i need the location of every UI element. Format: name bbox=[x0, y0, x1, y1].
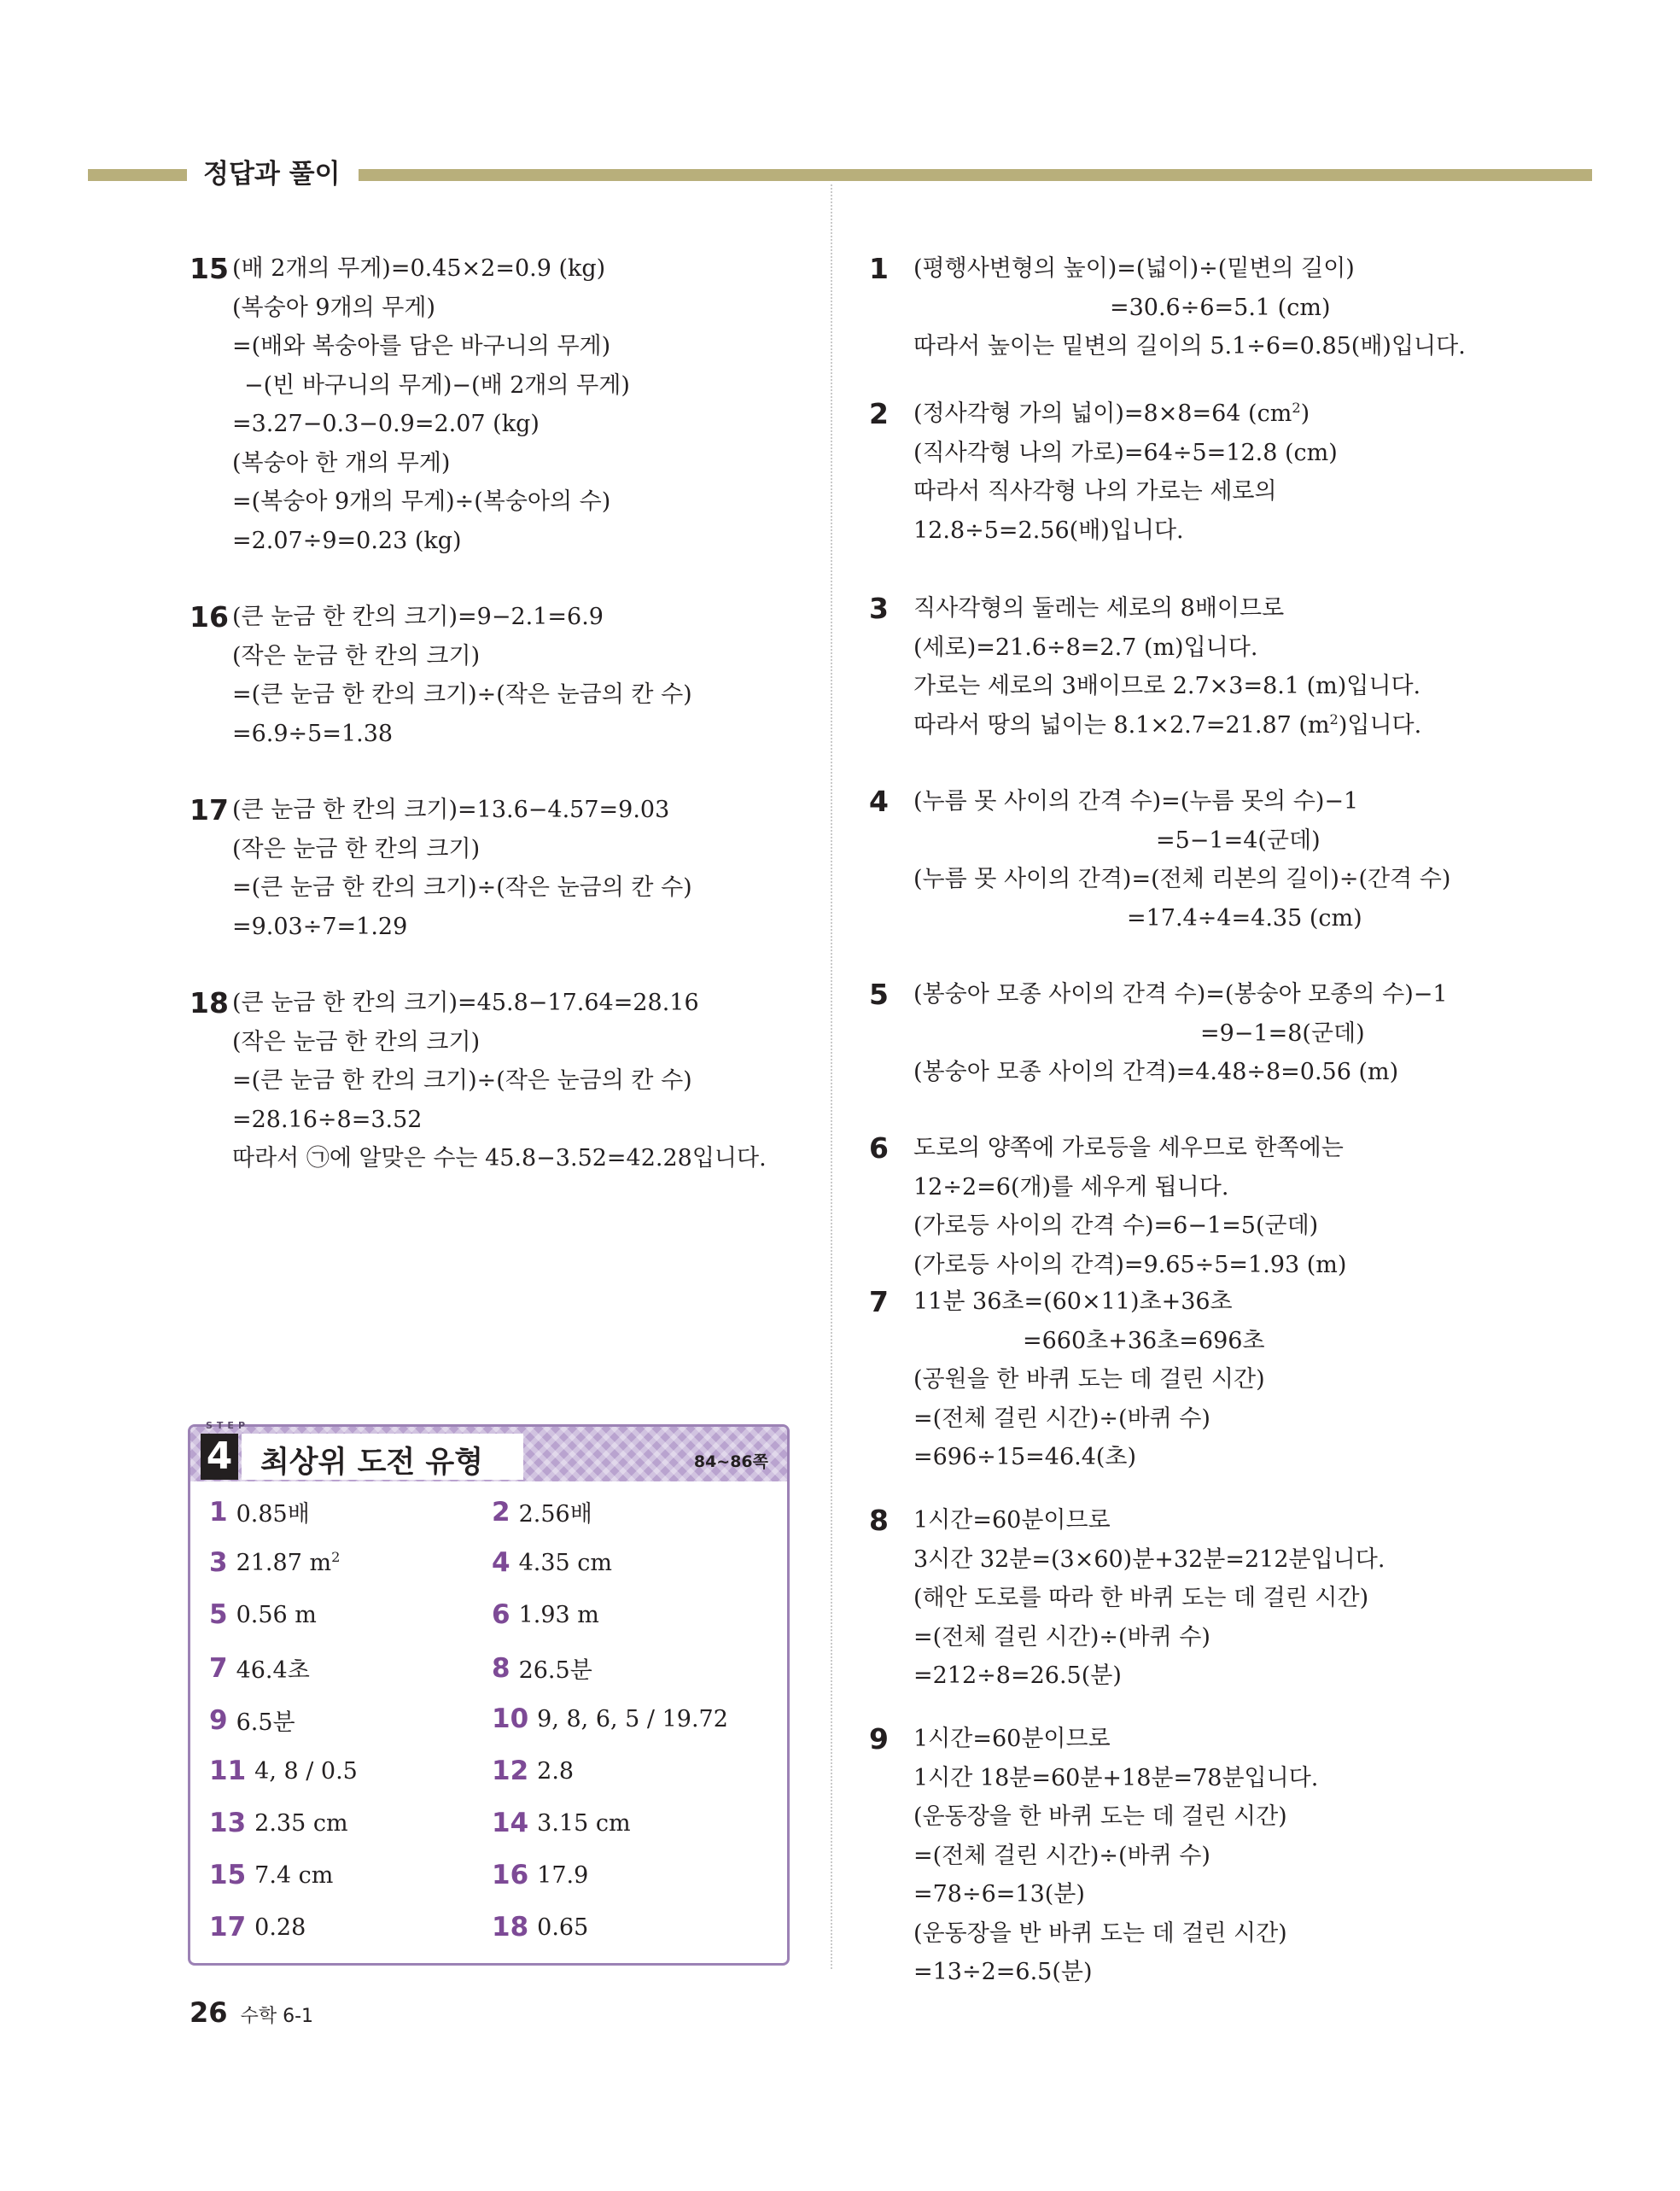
answer-item bbox=[492, 1547, 612, 1581]
solution-line: =2.07÷9=0.23 (kg) bbox=[232, 527, 462, 554]
answer-value: 4, 8 / 0.5 bbox=[254, 1757, 358, 1785]
solution-line: =212÷8=26.5(분) bbox=[913, 1662, 1122, 1689]
solution-line: −(빈 바구니의 무게)−(배 2개의 무게) bbox=[244, 371, 630, 399]
solution-line: (큰 눈금 한 칸의 크기)=13.6−4.57=9.03 bbox=[232, 797, 670, 823]
solution-line: (작은 눈금 한 칸의 크기) bbox=[232, 642, 481, 669]
answer-value: 2.56배 bbox=[518, 1501, 592, 1528]
answer-item bbox=[209, 1651, 310, 1686]
solution-line: =(큰 눈금 한 칸의 크기)÷(작은 눈금의 칸 수) bbox=[232, 1067, 692, 1094]
solution-line: 직사각형의 둘레는 세로의 8배이므로 bbox=[913, 595, 1285, 622]
solution-line: (큰 눈금 한 칸의 크기)=45.8−17.64=28.16 bbox=[232, 990, 699, 1016]
answer-value: 0.28 bbox=[254, 1913, 306, 1941]
solution-line: =(큰 눈금 한 칸의 크기)÷(작은 눈금의 칸 수) bbox=[232, 874, 692, 901]
answer-value: 21.87 $m^2$ bbox=[236, 1548, 341, 1576]
answer-value: 2.8 bbox=[537, 1757, 575, 1785]
solution-line: =(복숭아 9개의 무게)÷(복숭아의 수) bbox=[232, 488, 611, 515]
answer-number: 16 bbox=[492, 1860, 529, 1890]
solution-line: (배 2개의 무게)=0.45×2=0.9 (kg) bbox=[232, 255, 606, 282]
column-divider bbox=[831, 184, 832, 1969]
problem-number: 18 bbox=[190, 986, 229, 1020]
answer-number: 13 bbox=[209, 1808, 247, 1838]
solution-line: =6.9÷5=1.38 bbox=[232, 720, 394, 747]
solution-line: 3시간 32분=(3×60)분+32분=212분입니다. bbox=[913, 1545, 1385, 1573]
solution-line: (정사각형 가의 넓이)=8×8=64 $(cm^2)$ bbox=[913, 400, 1310, 427]
answer-item bbox=[209, 1495, 310, 1529]
step-number: 4 bbox=[201, 1434, 238, 1480]
problem-4 bbox=[869, 782, 1450, 938]
page-range: 84~86쪽 bbox=[693, 1452, 768, 1471]
solution-line: 가로는 세로의 3배이므로 2.7×3=8.1 (m)입니다. bbox=[913, 673, 1421, 699]
answer-value: 0.56 m bbox=[236, 1601, 317, 1628]
solution-line: 11분 36초=(60×11)초+36초 bbox=[913, 1288, 1233, 1315]
answer-number: 18 bbox=[492, 1912, 529, 1943]
answer-item bbox=[209, 1912, 306, 1946]
answer-number: 14 bbox=[492, 1808, 529, 1838]
problem-1 bbox=[869, 249, 1466, 366]
problem-number: 3 bbox=[869, 592, 889, 625]
solution-line: =(큰 눈금 한 칸의 크기)÷(작은 눈금의 칸 수) bbox=[232, 681, 692, 708]
problem-16 bbox=[190, 598, 692, 753]
answer-item bbox=[209, 1756, 358, 1790]
page-header bbox=[0, 159, 1680, 217]
header-rule-right bbox=[359, 169, 1592, 181]
answer-number: 5 bbox=[209, 1599, 228, 1630]
solution-line: =5−1=4(군데) bbox=[1156, 827, 1321, 854]
answer-item bbox=[492, 1599, 599, 1633]
answer-item bbox=[492, 1912, 588, 1946]
problem-number: 7 bbox=[869, 1285, 889, 1318]
answer-item bbox=[492, 1756, 574, 1790]
solution-line: (작은 눈금 한 칸의 크기) bbox=[232, 835, 481, 862]
answer-number: 9 bbox=[209, 1704, 228, 1736]
answer-value: 9, 8, 6, 5 / 19.72 bbox=[537, 1705, 728, 1732]
solution-line: (직사각형 나의 가로)=64÷5=12.8 (cm) bbox=[913, 439, 1338, 466]
problem-8 bbox=[869, 1501, 1385, 1696]
page-number: 26 bbox=[190, 1996, 228, 2029]
answer-number: 2 bbox=[492, 1496, 510, 1528]
solution-line: =30.6÷6=5.1 (cm) bbox=[1110, 294, 1331, 321]
solution-line: 1시간=60분이므로 bbox=[913, 1726, 1111, 1752]
answer-value: 4.35 cm bbox=[518, 1549, 613, 1576]
solution-line: (복숭아 한 개의 무게) bbox=[232, 449, 451, 476]
answer-number: 1 bbox=[209, 1496, 228, 1528]
solution-line: =3.27−0.3−0.9=2.07 (kg) bbox=[232, 411, 540, 437]
answer-item bbox=[492, 1495, 592, 1529]
solution-line: =(전체 걸린 시간)÷(바퀴 수) bbox=[913, 1842, 1210, 1869]
solution-line: (평행사변형의 높이)=(넓이)÷(밑변의 길이) bbox=[913, 255, 1355, 282]
solution-line: 12.8÷5=2.56(배)입니다. bbox=[913, 517, 1184, 544]
solution-line: =(전체 걸린 시간)÷(바퀴 수) bbox=[913, 1405, 1210, 1432]
answer-item bbox=[209, 1703, 295, 1738]
solution-line: =(배와 복숭아를 담은 바구니의 무게) bbox=[232, 333, 611, 359]
solution-line: =9−1=8(군데) bbox=[1200, 1020, 1365, 1047]
solution-line: 따라서 ㉠에 알맞은 수는 45.8−3.52=42.28입니다. bbox=[232, 1145, 767, 1171]
solution-line: =696÷15=46.4(초) bbox=[913, 1444, 1137, 1470]
solution-line: 12÷2=6(개)를 세우게 됩니다. bbox=[913, 1173, 1229, 1201]
solution-line: (세로)=21.6÷8=2.7 (m)입니다. bbox=[913, 634, 1258, 661]
answer-item bbox=[209, 1547, 340, 1581]
solution-line: (누름 못 사이의 간격 수)=(누름 못의 수)−1 bbox=[913, 788, 1359, 815]
solution-line: =78÷6=13(분) bbox=[913, 1881, 1085, 1908]
solution-line: (봉숭아 모종 사이의 간격 수)=(봉숭아 모종의 수)−1 bbox=[913, 981, 1448, 1008]
solution-line: (누름 못 사이의 간격)=(전체 리본의 길이)÷(간격 수) bbox=[913, 866, 1451, 892]
book-title: 수학 6-1 bbox=[240, 2006, 314, 2027]
solution-line: =660초+36초=696초 bbox=[1023, 1327, 1265, 1354]
problem-number: 2 bbox=[869, 397, 889, 430]
problem-number: 5 bbox=[869, 978, 889, 1011]
solution-line: (운동장을 반 바퀴 도는 데 걸린 시간) bbox=[913, 1919, 1287, 1947]
answer-item bbox=[492, 1808, 631, 1842]
solution-line: 따라서 땅의 넓이는 8.1×2.7=21.87 $(m^2)$입니다. bbox=[913, 710, 1422, 739]
solution-line: (가로등 사이의 간격)=9.65÷5=1.93 (m) bbox=[913, 1251, 1347, 1278]
answer-value: 0.85배 bbox=[236, 1501, 310, 1528]
problem-3 bbox=[869, 589, 1421, 745]
answer-item bbox=[492, 1703, 728, 1738]
problem-5 bbox=[869, 975, 1448, 1092]
problem-18 bbox=[190, 984, 767, 1178]
answer-number: 3 bbox=[209, 1547, 228, 1578]
step-title: 최상위 도전 유형 bbox=[260, 1446, 484, 1480]
answer-item bbox=[209, 1860, 333, 1894]
answer-value: 26.5분 bbox=[518, 1657, 592, 1684]
answer-item bbox=[209, 1599, 317, 1633]
problem-number: 17 bbox=[190, 793, 229, 827]
solution-line: =(전체 걸린 시간)÷(바퀴 수) bbox=[913, 1623, 1210, 1651]
problem-15 bbox=[190, 249, 630, 560]
solution-line: (해안 도로를 따라 한 바퀴 도는 데 걸린 시간) bbox=[913, 1585, 1369, 1611]
solution-line: (가로등 사이의 간격 수)=6−1=5(군데) bbox=[913, 1212, 1319, 1239]
step4-answer-box bbox=[188, 1420, 790, 1966]
solution-line: (복숭아 9개의 무게) bbox=[232, 294, 435, 321]
answer-value: 7.4 cm bbox=[254, 1861, 334, 1889]
answer-value: 3.15 cm bbox=[537, 1809, 631, 1837]
answer-value: 1.93 m bbox=[518, 1601, 599, 1628]
solution-line: 1시간=60분이므로 bbox=[913, 1507, 1111, 1534]
problem-number: 6 bbox=[869, 1131, 889, 1165]
answer-number: 4 bbox=[492, 1547, 510, 1578]
solution-line: =28.16÷8=3.52 bbox=[232, 1106, 423, 1133]
answer-value: 17.9 bbox=[537, 1861, 589, 1889]
problem-2 bbox=[869, 394, 1338, 550]
answer-value: 46.4초 bbox=[236, 1657, 310, 1684]
problem-number: 8 bbox=[869, 1504, 889, 1537]
answer-number: 11 bbox=[209, 1756, 247, 1786]
solution-line: (공원을 한 바퀴 도는 데 걸린 시간) bbox=[913, 1366, 1265, 1393]
answer-number: 12 bbox=[492, 1756, 529, 1786]
answer-number: 7 bbox=[209, 1652, 228, 1684]
problem-17 bbox=[190, 791, 692, 946]
answer-number: 8 bbox=[492, 1652, 510, 1684]
answer-value: 2.35 cm bbox=[254, 1809, 348, 1837]
page-footer bbox=[190, 1996, 313, 2029]
problem-number: 4 bbox=[869, 785, 889, 818]
solution-line: 1시간 18분=60분+18분=78분입니다. bbox=[913, 1764, 1319, 1791]
answer-number: 6 bbox=[492, 1599, 510, 1630]
solution-line: 도로의 양쪽에 가로등을 세우므로 한쪽에는 bbox=[913, 1135, 1344, 1161]
solution-line: 따라서 높이는 밑변의 길이의 5.1÷6=0.85(배)입니다. bbox=[913, 333, 1466, 359]
solution-line: (봉숭아 모종 사이의 간격)=4.48÷8=0.56 (m) bbox=[913, 1059, 1399, 1085]
solution-line: =17.4÷4=4.35 (cm) bbox=[1127, 904, 1362, 932]
solution-line: 따라서 직사각형 나의 가로는 세로의 bbox=[913, 478, 1277, 505]
problem-number: 16 bbox=[190, 600, 229, 634]
header-title: 정답과 풀이 bbox=[203, 159, 341, 190]
solution-line: (작은 눈금 한 칸의 크기) bbox=[232, 1028, 481, 1055]
answer-value: 0.65 bbox=[537, 1913, 589, 1941]
step-label: STEP bbox=[206, 1420, 250, 1431]
solution-line: (큰 눈금 한 칸의 크기)=9−2.1=6.9 bbox=[232, 604, 604, 630]
problem-7 bbox=[869, 1282, 1265, 1477]
answer-item bbox=[209, 1808, 348, 1842]
problem-number: 9 bbox=[869, 1722, 889, 1756]
answer-value: 6.5분 bbox=[236, 1709, 295, 1736]
problem-number: 1 bbox=[869, 252, 889, 285]
answer-number: 15 bbox=[209, 1860, 247, 1890]
solution-line: =13÷2=6.5(분) bbox=[913, 1959, 1093, 1985]
problem-6 bbox=[869, 1129, 1346, 1284]
answer-item bbox=[492, 1651, 592, 1686]
solution-line: (운동장을 한 바퀴 도는 데 걸린 시간) bbox=[913, 1803, 1287, 1830]
answer-number: 17 bbox=[209, 1912, 247, 1943]
problem-number: 15 bbox=[190, 252, 229, 285]
solution-line: =9.03÷7=1.29 bbox=[232, 913, 408, 940]
problem-9 bbox=[869, 1720, 1318, 1992]
answer-item bbox=[492, 1860, 588, 1894]
answer-number: 10 bbox=[492, 1703, 529, 1734]
header-rule-left bbox=[88, 169, 187, 181]
